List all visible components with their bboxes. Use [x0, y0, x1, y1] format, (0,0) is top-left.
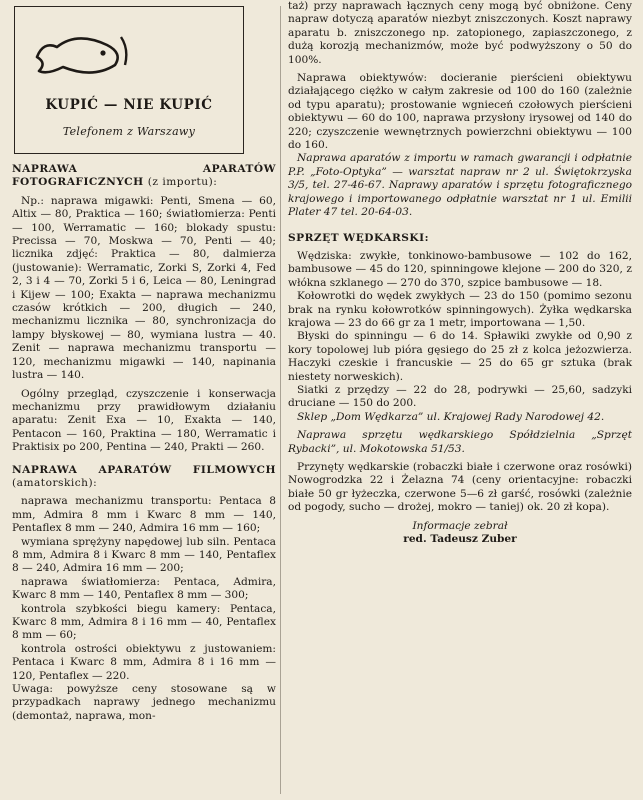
- paragraph: naprawa światłomierza: Pentaca, Admira, Kwarc 8 mm — 140, Pentaflex 8 mm — 300;: [12, 575, 276, 602]
- paragraph: taż) przy naprawach łącznych ceny mogą być obniżone. Ceny napraw dotyczą aparatów niezbyt zniszczonych. Koszt naprawy aparatu b. zniszczonego np. zatopionego, zapiaszczonego, z dużą korozją mechanizmów, może być podwyższony o 50 do 100%.: [288, 0, 632, 66]
- signature-author: red. Tadeusz Zuber: [403, 533, 517, 546]
- column-divider: [280, 6, 281, 794]
- shop-address: Sklep „Dom Wędkarza” ul. Krajowej Rady Narodowej 42.: [297, 410, 605, 423]
- section-heading-text: NAPRAWA APARATÓW FOTOGRAFICZNYCH: [12, 163, 276, 189]
- address-paragraph: Naprawa aparatów z importu w ramach gwarancji i odpłatnie P.P. „Foto-Optyka” — warsztat napraw nr 2 ul. Świętokrzyska 3/5, tel. 27-46-67. Naprawy aparatów i sprzętu fotograficznego krajowego i importowanego odpłatnie warsztat nr 1 ul. Emilii Plater 47 tel. 20-64-03.: [288, 152, 632, 219]
- section-heading-suffix: (z importu):: [147, 176, 218, 189]
- paragraph: kontrola szybkości biegu kamery: Pentaca, Kwarc 8 mm, Admira 8 i 16 mm — 40, Pentaflex 8 mm — 60;: [12, 602, 276, 642]
- right-column: [288, 0, 632, 546]
- signature-line-1: Informacje zebrał: [412, 519, 508, 532]
- section-heading-text: NAPRAWA APARATÓW FILMOWYCH: [12, 463, 276, 476]
- column-subtitle: Telefonem z Warszawy: [62, 125, 196, 138]
- paragraph: kontrola ostrości obiektywu z justowaniem: Pentaca i Kwarc 8 mm, Admira 8 i 16 mm — 120, Pentaflex — 220.: [12, 642, 276, 682]
- paragraph: wymiana sprężyny napędowej lub siln. Pentaca 8 mm, Admira 8 i Kwarc 8 mm — 140, Pentaflex 8 — 240, Admira 16 mm — 200;: [12, 535, 276, 575]
- paragraph: Przynęty wędkarskie (robaczki białe i czerwone oraz rosówki) Nowogrodzka 22 i Żelazna 74 (ceny orientacyjne: robaczki białe 50 gr łyżeczka, czerwone 5—6 zł garść, rosówki (zależnie od pogody, sucho — drożej, mokro — taniej) ok. 20 zł kopa).: [288, 461, 632, 514]
- paragraph: Ogólny przegląd, czyszczenie i konserwacja mechanizmu przy prawidłowym działaniu aparatu: Zenit Exa — 10, Exakta — 140, Pentacon — 160, Praktina — 180, Werramatic i Praktisix po 200, Pentina — 240, Prakti — 260.: [12, 387, 276, 454]
- paragraph: Siatki z przędzy — 22 do 28, podrywki — 25,60, sadzyki druciane — 150 do 200.: [288, 383, 632, 410]
- column-title: KUPIĆ — NIE KUPIĆ: [45, 97, 213, 113]
- column-header-box: [14, 6, 244, 154]
- section-heading-fishing: SPRZĘT WĘDKARSKI:: [288, 231, 429, 244]
- paragraph: Naprawa obiektywów: docieranie pierścieni obiektywu działającego ciężko w całym zakresie od 100 do 160 (zależnie od typu aparatu); prostowanie wgnieceń czołowych pierścieni obiektywu — 60 do 100, naprawa przysłony irysowej od 140 do 220; czyszczenie wewnętrznych powierzchni obiektywu — 100 do 160.: [288, 72, 632, 152]
- section-heading-suffix: (amatorskich):: [12, 476, 98, 489]
- paragraph: naprawa mechanizmu transportu: Pentaca 8 mm, Admira 8 mm i Kwarc 8 mm — 140, Pentaflex 8 mm — 240, Admira 16 mm — 160;: [12, 495, 276, 535]
- paragraph: Kołowrotki do wędek zwykłych — 23 do 150 (pomimo sezonu brak na rynku kołowrotków spinningowych). Żyłka wędkarska krajowa — 23 do 66 gr za 1 metr, importowana — 1,50.: [288, 290, 632, 329]
- paragraph-note: Uwaga: powyższe ceny stosowane są w przypadkach naprawy jednego mechanizmu (demontaż, naprawa, mon-: [12, 683, 276, 722]
- section-heading-photo: [12, 163, 276, 190]
- fish-icon: [33, 27, 149, 79]
- left-column: [12, 0, 276, 723]
- paragraph: Np.: naprawa migawki: Penti, Smena — 60, Altix — 80, Praktica — 160; światłomierza: Penti — 100, Werramatic — 160; blokady spustu: Precissa — 70, Moskwa — 70, Penti — 40; licznika zdjęć: Praktica — 80, dalmierza (justowanie): Werramatic, Zorki S, Zorki 4, Fed 2, 3 i 4 — 70, Zorki 5 i 6, Leica — 80, Leningrad i Kijew — 100; Exakta — naprawa mechanizmu czasów krótkich — 200, długich — 240, mechanizmu licznika — 80, synchronizacja do lampy błyskowej — 80, wymiana lustra — 40. Zenit — naprawa mechanizmu transportu — 120, mechanizmu migawki — 140, napinania lustra — 140.: [12, 194, 276, 382]
- repair-address: Naprawa sprzętu wędkarskiego Spółdzielnia „Sprzęt Rybacki”, ul. Mokotowska 51/53.: [288, 429, 632, 455]
- paragraph: Błyski do spinningu — 6 do 14. Spławiki zwykłe od 0,90 z kory topolowej lub pióra gęsiego do 25 zł z kolca jeżozwierza. Haczyki czeskie i francuskie — 25 do 65 gr sztuka (brak niestety norweskich).: [288, 330, 632, 383]
- paragraph: Wędziska: zwykłe, tonkinowo-bambusowe — 102 do 162, bambusowe — 45 do 120, spinningowe klejone — 200 do 320, z włókna szklanego — 270 do 370, szpice bambusowe — 18.: [288, 249, 632, 289]
- section-heading-film: [12, 464, 276, 491]
